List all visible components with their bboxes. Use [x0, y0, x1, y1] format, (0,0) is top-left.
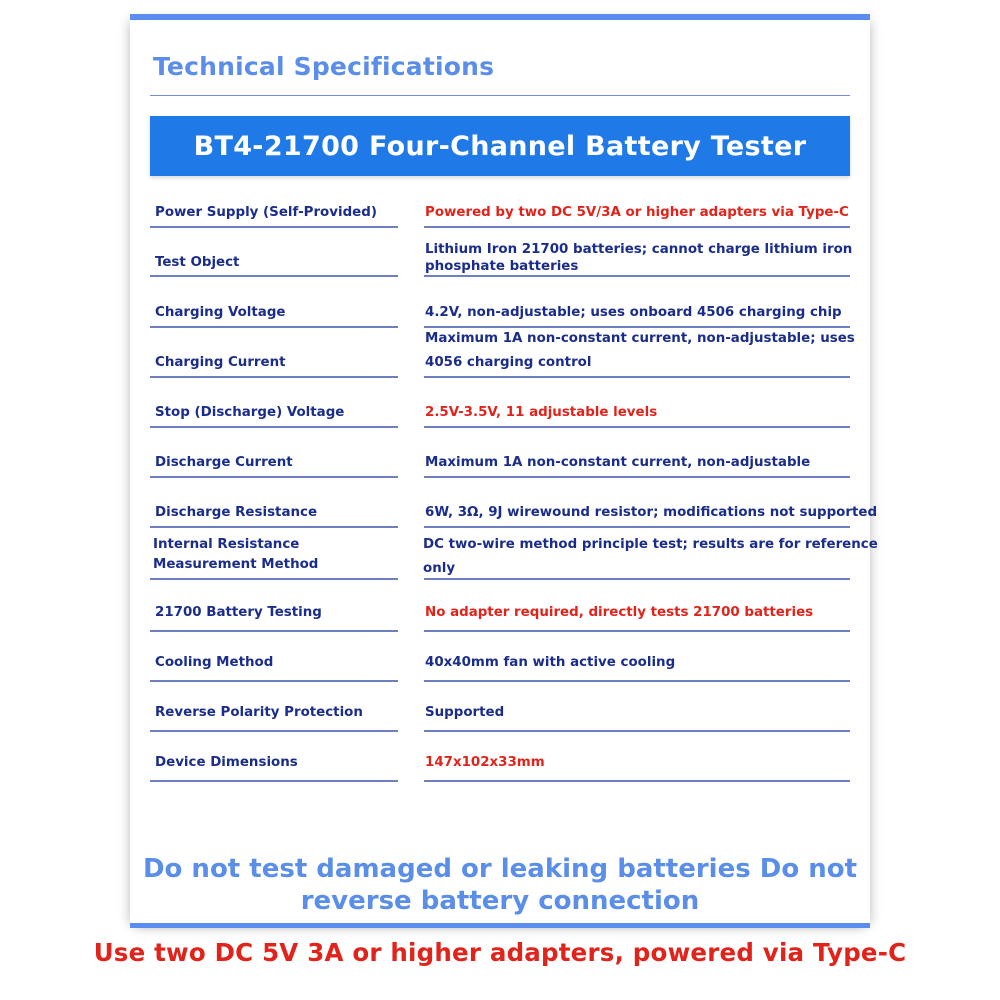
row-divider — [150, 326, 398, 328]
spec-label-discharge-resistance: Discharge Resistance — [155, 505, 318, 520]
spec-value-cooling-method: 40x40mm fan with active cooling — [425, 655, 676, 670]
spec-value-device-dimensions: 147x102x33mm — [425, 755, 545, 770]
spec-label-test-object: Test Object — [155, 255, 240, 270]
safety-warning-line1: Do not test damaged or leaking batteries Do not — [142, 854, 858, 884]
row-divider — [424, 526, 850, 528]
spec-label-charging-voltage: Charging Voltage — [155, 305, 286, 320]
spec-value-charging-current-line1: Maximum 1A non-constant current, non-adjustable; uses — [425, 331, 855, 346]
row-divider — [150, 526, 398, 528]
row-divider — [150, 376, 398, 378]
banner-title: BT4-21700 Four-Channel Battery Tester — [193, 130, 807, 162]
row-divider — [424, 730, 850, 732]
row-divider — [150, 426, 398, 428]
spec-value-test-object-line2: phosphate batteries — [425, 259, 579, 274]
row-divider — [150, 780, 398, 782]
safety-warning — [130, 853, 870, 917]
section-title: Technical Specifications — [153, 52, 495, 81]
row-divider — [424, 426, 850, 428]
spec-label-power-supply: Power Supply (Self-Provided) — [155, 205, 377, 220]
spec-value-21700-testing: No adapter required, directly tests 21700 batteries — [425, 605, 814, 620]
spec-value-internal-resistance-line1: DC two-wire method principle test; results are for reference — [423, 537, 878, 552]
card-top-border — [130, 14, 870, 20]
row-divider — [150, 578, 398, 580]
row-divider — [150, 275, 398, 277]
spec-value-internal-resistance-line2: only — [423, 561, 456, 576]
spec-value-test-object-line1: Lithium Iron 21700 batteries; cannot charge lithium iron — [425, 242, 853, 257]
spec-value-discharge-resistance: 6W, 3Ω, 9J wirewound resistor; modifications not supported — [425, 505, 878, 520]
row-divider — [424, 326, 850, 328]
spec-label-internal-resistance-line2: Measurement Method — [153, 557, 319, 572]
spec-value-charging-voltage: 4.2V, non-adjustable; uses onboard 4506 charging chip — [425, 305, 842, 320]
spec-label-stop-voltage: Stop (Discharge) Voltage — [155, 405, 345, 420]
row-divider — [150, 630, 398, 632]
spec-value-charging-current-line2: 4056 charging control — [425, 355, 592, 370]
row-divider — [424, 275, 850, 277]
row-divider — [424, 226, 850, 228]
row-divider — [150, 476, 398, 478]
spec-label-cooling-method: Cooling Method — [155, 655, 274, 670]
row-divider — [150, 680, 398, 682]
section-divider — [150, 95, 850, 96]
row-divider — [424, 376, 850, 378]
spec-label-reverse-polarity: Reverse Polarity Protection — [155, 705, 363, 720]
spec-value-stop-voltage: 2.5V-3.5V, 11 adjustable levels — [425, 405, 658, 420]
product-banner — [150, 116, 850, 176]
card-bottom-border — [130, 923, 870, 928]
row-divider — [424, 680, 850, 682]
spec-value-reverse-polarity: Supported — [425, 705, 505, 720]
spec-label-device-dimensions: Device Dimensions — [155, 755, 298, 770]
spec-label-charging-current: Charging Current — [155, 355, 286, 370]
row-divider — [150, 226, 398, 228]
row-divider — [150, 730, 398, 732]
spec-value-power-supply: Powered by two DC 5V/3A or higher adapters via Type-C — [425, 205, 849, 220]
spec-label-discharge-current: Discharge Current — [155, 455, 293, 470]
footer-note: Use two DC 5V 3A or higher adapters, powered via Type-C — [93, 938, 907, 967]
spec-label-21700-testing: 21700 Battery Testing — [155, 605, 322, 620]
row-divider — [424, 780, 850, 782]
spec-value-discharge-current: Maximum 1A non-constant current, non-adjustable — [425, 455, 811, 470]
row-divider — [424, 476, 850, 478]
row-divider — [424, 630, 850, 632]
row-divider — [424, 578, 850, 580]
spec-label-internal-resistance-line1: Internal Resistance — [153, 537, 300, 552]
safety-warning-line2: reverse battery connection — [300, 886, 700, 916]
